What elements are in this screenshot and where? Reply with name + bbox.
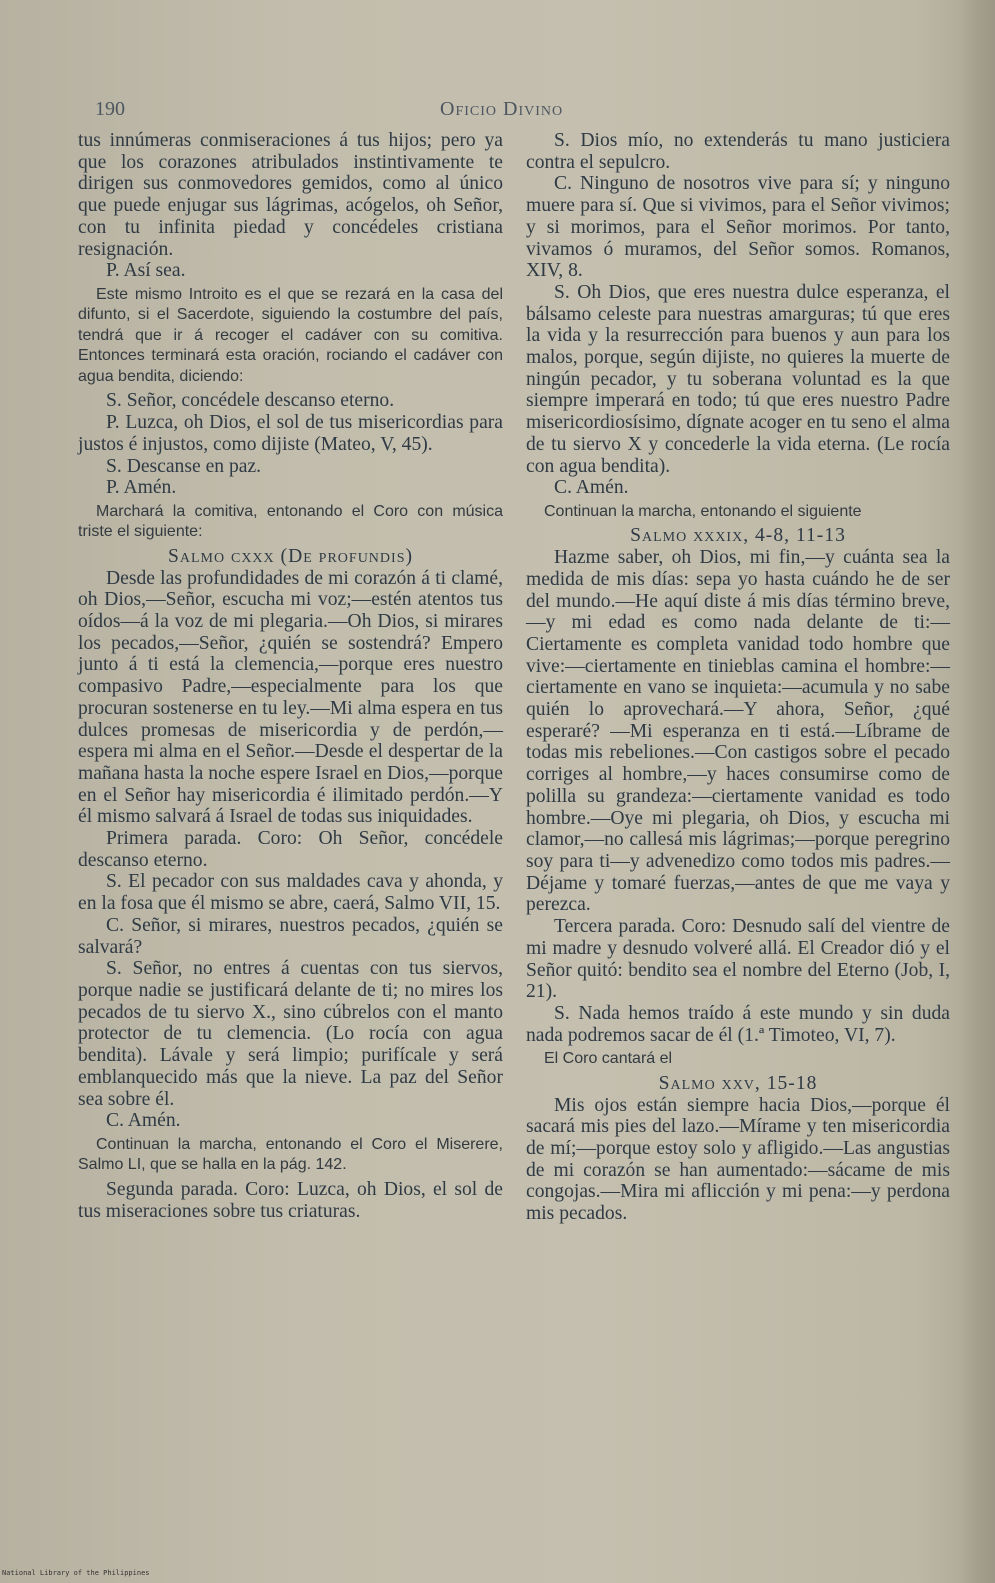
- response: P. Amén.: [106, 477, 177, 499]
- left-column: [78, 130, 503, 1222]
- right-column: [526, 130, 950, 1225]
- versicle: S. Nada hemos traído á este mundo y sin duda nada podremos sacar de él (1.ª Timoteo, VI, 7).: [526, 1002, 950, 1046]
- versicle: S. Oh Dios, que eres nuestra dulce esperanza, el bálsamo celeste para nuestras amarguras; tú que eres la vida y la resurrección para buenos y aun para los malos, porque, según dijiste, no quieres la muerte de ningún pecador, y tu soberana voluntad es la que siempre imperará en todo; tú que eres nuestro Padre misericordiosísimo, dígnate acoger en tu seno el alma de tu siervo X y concederle la vida eterna. (Le rocía con agua bendita).: [526, 281, 950, 477]
- psalm-text: Desde las profundidades de mi corazón á ti clamé, oh Dios,—Señor, escucha mi voz;—estén atentos tus oídos—á la voz de mi plegaria.—Oh Dios, si mirares los pecados,—Señor, ¿quién se sostendrá? Empero junto á ti está la clemencia,—porque eres nuestro compasivo Padre,—especialmente para los que procuran sostenerse en tu ley.—Mi alma espera en tus dulces promesas de misericordia y de perdón,—espera mi alma en el Señor.—Desde el despertar de la mañana hasta la noche espere Israel en Dios,—porque en el Señor hay misericordia é ilimitado perdón.—Y él mismo salvará á Israel de todas sus iniquidades.: [78, 567, 503, 828]
- rubric: El Coro cantará el: [544, 1050, 673, 1068]
- response: C. Amén.: [554, 477, 629, 499]
- response: P. Así sea.: [106, 260, 186, 282]
- response: C. Señor, si mirares, nuestros pecados, ¿quién se salvará?: [78, 914, 503, 958]
- versicle: S. Señor, concédele descanso eterno.: [106, 390, 395, 412]
- rubric: Continuan la marcha, entonando el Coro el Miserere, Salmo LI, que se halla en la pág. 142.: [78, 1135, 503, 1174]
- psalm-text: Hazme saber, oh Dios, mi fin,—y cuánta sea la medida de mis días: sepa yo hasta cuándo he de ser del mundo.—He aquí diste á mis días término breve,—y mi edad es como nada delante de ti:—Ciertamente es completa vanidad todo hombre que vive:—ciertamente en tinieblas camina el hombre:—ciertamente en vano se inquieta:—acumula y no sabe quién lo aprovechará.—Y ahora, Señor, ¿qué esperaré? —Mi esperanza en ti está.—Líbrame de todas mis rebeliones.—Con castigos sobre el pecado corriges al hombre,—y haces consumirse como de polilla su grandeza:—ciertamente vanidad es todo hombre.—Oye mi plegaria, oh Dios, y escucha mi clamor,—no callesá mis lágrimas;—porque peregrino soy para ti—y advenedizo como todos mis padres.—Déjame y tomaré fuerzas,—antes de que me vaya y perezca.: [526, 547, 950, 916]
- response: C. Ninguno de nosotros vive para sí; y ninguno muere para sí. Que si vivimos, para el Señor vivimos; y si morimos, para el Señor morimos. Por tanto, vivamos ó muramos, del Señor somos. Romanos, XIV, 8.: [526, 173, 950, 282]
- psalm-text: Mis ojos están siempre hacia Dios,—porque él sacará mis pies del lazo.—Mírame y ten misericordia de mí;—porque estoy solo y afligido.—Las angustias de mi corazón se han aumentado:—sácame de mis congojas.—Mira mi aflicción y mi pena:—y perdona mis pecados.: [526, 1094, 950, 1225]
- versicle: S. Señor, no entres á cuentas con tus siervos, porque nadie se justificará delante de ti; no mires los pecados de tu siervo X., sino cúbrelos con el manto protector de tu clemencia. (Lo rocía con agua bendita). Lávale y será limpio; purifícale y será emblanquecido más que la nieve. La paz del Señor sea sobre él.: [78, 958, 503, 1110]
- station-heading: Segunda parada. Coro: Luzca, oh Dios, el sol de tus miseraciones sobre tus criaturas.: [78, 1178, 503, 1222]
- running-title: Oficio Divino: [440, 98, 564, 120]
- station-heading: Tercera parada. Coro: Desnudo salí del vientre de mi madre y desnudo volveré allá. El Creador dió y el Señor quitó: bendito sea el nombre del Eterno (Job, I, 21).: [526, 916, 950, 1003]
- versicle: S. El pecador con sus maldades cava y ahonda, y en la fosa que él mismo se abre, caerá, Salmo VII, 15.: [78, 871, 503, 915]
- response: P. Luzca, oh Dios, el sol de tus misericordias para justos é injustos, como dijiste (Mateo, V, 45).: [78, 412, 503, 455]
- page-header: [95, 98, 975, 128]
- page-number: 190: [95, 98, 125, 120]
- rubric: Marchará la comitiva, entonando el Coro con música triste el siguiente:: [78, 502, 503, 541]
- psalm-heading: Salmo xxxix, 4-8, 11-13: [630, 525, 846, 547]
- library-watermark: National Library of the Philippines: [2, 1569, 150, 1577]
- page-edge-shadow: [960, 0, 995, 1583]
- versicle: S. Dios mío, no extenderás tu mano justiciera contra el sepulcro.: [526, 130, 950, 173]
- rubric: Continuan la marcha, entonando el siguiente: [544, 502, 862, 520]
- rubric: Este mismo Introito es el que se rezará en la casa del difunto, si el Sacerdote, siguiendo la costumbre del país, tendrá que ir á recoger el cadáver con su comitiva. Entonces terminará esta oración, rociando el cadáver con agua bendita, diciendo:: [78, 285, 503, 385]
- response: C. Amén.: [106, 1110, 181, 1132]
- psalm-heading: Salmo xxv, 15-18: [658, 1072, 818, 1094]
- paragraph: tus innúmeras conmiseraciones á tus hijos; pero ya que los corazones atribulados instintivamente te dirigen sus conmovedores gemidos, como al único que puede enjugar sus lágrimas, acógelos, oh Señor, con tu infinita piedad y concédeles cristiana resignación.: [78, 130, 503, 260]
- versicle: S. Descanse en paz.: [106, 455, 262, 477]
- station-heading: Primera parada. Coro: Oh Señor, concédele descanso eterno.: [78, 828, 503, 871]
- psalm-heading: Salmo cxxx (De profundis): [167, 545, 414, 567]
